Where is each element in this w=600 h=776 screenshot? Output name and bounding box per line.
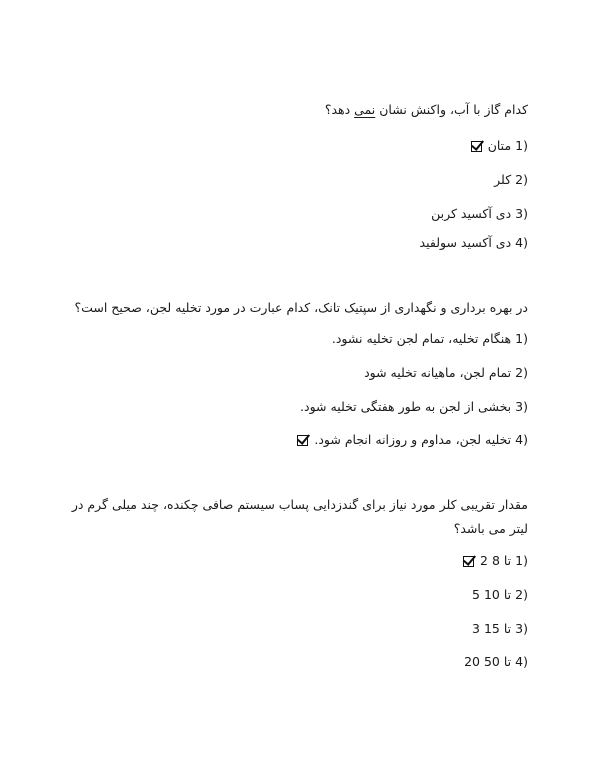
- question-3-text: مقدار تقریبی کلر مورد نیاز برای گندزدایی پساب سیستم صافی چکنده، چند میلی گرم در لیتر می باشد؟: [71, 497, 528, 536]
- question-1-underlined-word: نمی: [354, 102, 376, 117]
- question-2-option-3: [68, 397, 528, 417]
- option-number: 4): [515, 235, 528, 250]
- question-1-option-2: [68, 170, 528, 190]
- question-2: [68, 296, 528, 320]
- option-label: تخلیه لجن، مداوم و روزانه انجام شود.: [314, 432, 512, 447]
- question-3-option-4: [68, 652, 528, 672]
- option-label: تمام لجن، ماهیانه تخلیه شود: [364, 365, 512, 380]
- question-2-option-1: [68, 329, 528, 349]
- question-2-text: در بهره برداری و نگهداری از سپتیک تانک، کدام عبارت در مورد تخلیه لجن، صحیح است؟: [74, 300, 528, 315]
- question-1: [68, 98, 528, 122]
- option-label: 20 تا 50: [464, 654, 512, 669]
- option-label: دی آکسید سولفید: [419, 235, 512, 250]
- question-2-option-2: [68, 363, 528, 383]
- option-number: 1): [515, 331, 528, 346]
- question-3: [68, 493, 528, 541]
- option-label: دی آکسید کربن: [431, 206, 512, 221]
- option-number: 3): [515, 206, 528, 221]
- question-2-option-4: [68, 430, 528, 450]
- option-number: 3): [515, 399, 528, 414]
- checkmark-icon: [297, 435, 308, 446]
- option-label: کلر: [494, 172, 512, 187]
- question-1-text-end: دهد؟: [324, 102, 355, 117]
- checkmark-icon: [463, 556, 474, 567]
- option-label: هنگام تخلیه، تمام لجن تخلیه نشود.: [331, 331, 512, 346]
- option-label: 3 تا 15: [472, 621, 512, 636]
- checkmark-icon: [471, 141, 482, 152]
- option-label: 5 تا 10: [472, 587, 512, 602]
- question-3-option-1: [68, 551, 528, 571]
- option-number: 2): [515, 587, 528, 602]
- option-number: 4): [515, 654, 528, 669]
- option-label: متان: [487, 138, 512, 153]
- option-number: 1): [515, 138, 528, 153]
- question-1-text-start: کدام گاز با آب، واکنش نشان: [375, 102, 528, 117]
- option-number: 4): [515, 432, 528, 447]
- option-number: 2): [515, 365, 528, 380]
- option-number: 2): [515, 172, 528, 187]
- option-label: 2 تا 8: [480, 553, 512, 568]
- option-label: بخشی از لجن به طور هفتگی تخلیه شود.: [300, 399, 512, 414]
- option-number: 3): [515, 621, 528, 636]
- question-1-text: [68, 98, 528, 122]
- question-1-option-4: [68, 233, 528, 253]
- question-3-option-3: [68, 619, 528, 639]
- option-number: 1): [515, 553, 528, 568]
- question-3-option-2: [68, 585, 528, 605]
- question-1-option-1: [68, 136, 528, 156]
- question-1-option-3: [68, 204, 528, 224]
